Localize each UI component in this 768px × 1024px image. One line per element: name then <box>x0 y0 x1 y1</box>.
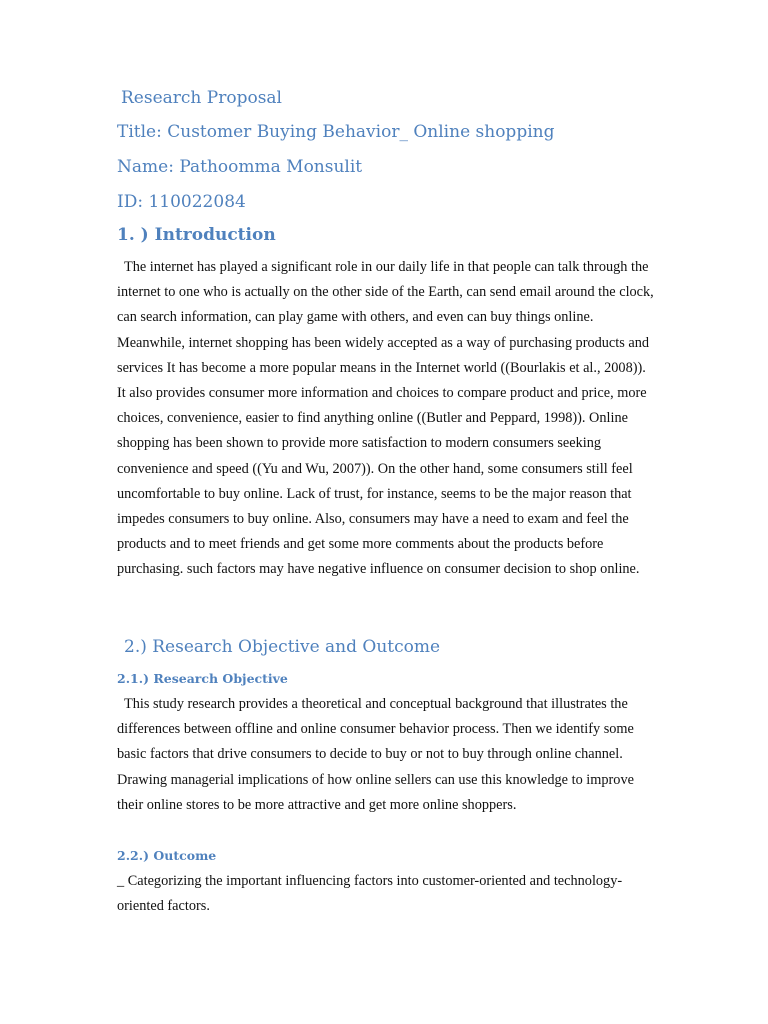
subsection-outcome-heading: 2.2.) Outcome <box>117 848 217 863</box>
outcome-paragraph: _ Categorizing the important influencing factors into customer-oriented and technology-oriented factors. <box>117 873 623 915</box>
introduction-paragraph: The internet has played a significant role in our daily life in that people can talk through the internet to one who is actually on the other side of the Earth, can send email around the clock, can search information, can play game with others, and even can buy things online. Meanwhile, internet shopping has been widely accepted as a way of purchasing products and services It has become a more popular means in the Internet world ((Bourlakis et al., 2008)). It also provides consumer more information and choices to compare product and price, more choices, convenience, easier to find anything online ((Butler and Peppard, 1998)). Online shopping has been shown to provide more satisfaction to modern consumers seeking convenience and speed ((Yu and Wu, 2007)). On the other hand, some consumers still feel uncomfortable to buy online. Lack of trust, for instance, seems to be the major reason that impedes consumers to buy online. Also, consumers may have a need to exam and feel the products and to meet friends and get some more comments about the products before purchasing. such factors may have negative influence on consumer decision to shop online. <box>117 259 654 578</box>
heading-proposal: Research Proposal <box>121 88 282 108</box>
section-objective-outcome-heading: 2.) Research Objective and Outcome <box>124 637 441 657</box>
section-introduction-heading: 1. ) Introduction <box>117 225 276 245</box>
heading-title: Title: Customer Buying Behavior_ Online shopping <box>117 122 555 142</box>
subsection-research-objective-heading: 2.1.) Research Objective <box>117 671 288 686</box>
heading-name: Name: Pathoomma Monsulit <box>117 157 363 177</box>
research-objective-paragraph: This study research provides a theoretical and conceptual background that illustrates the differences between offline and online consumer behavior process. Then we identify some basic factors that drive consumers to decide to buy or not to buy through online channel. Drawing managerial implications of how online sellers can use this knowledge to improve their online stores to be more attractive and get more online shoppers. <box>117 696 634 813</box>
heading-id: ID: 110022084 <box>117 192 246 212</box>
